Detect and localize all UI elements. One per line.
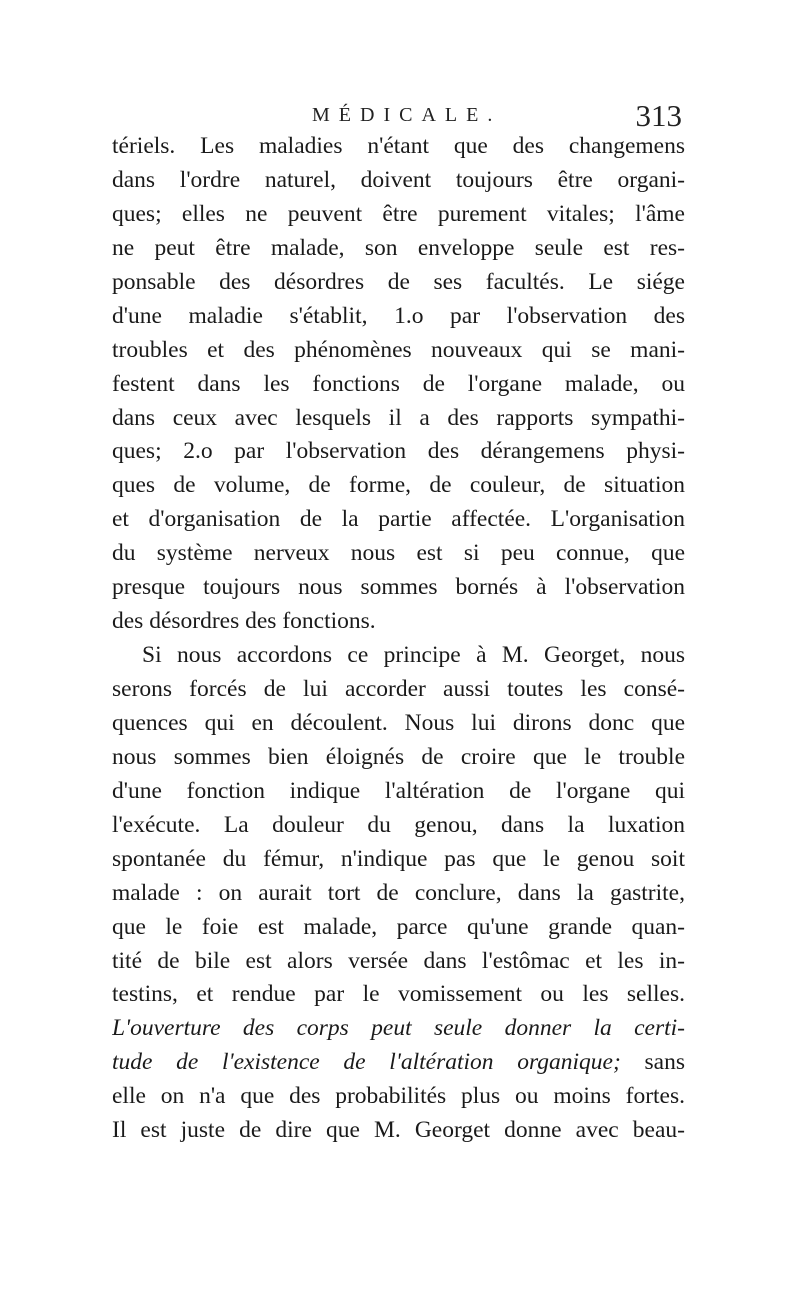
text-line: ques; elles ne peuvent être purement vitales; l'âme xyxy=(112,200,685,227)
text-line: ques de volume, de forme, de couleur, de situation xyxy=(112,472,685,499)
text-line: ques; 2.o par l'observation des dérangemens physi- xyxy=(112,438,685,465)
running-title: MÉDICALE. xyxy=(312,104,502,126)
text-line: ne peut être malade, son enveloppe seule est res- xyxy=(112,234,685,261)
text-line: dans l'ordre naturel, doivent toujours être organi- xyxy=(112,166,685,193)
roman-text: sans xyxy=(620,1049,685,1076)
text-line: quences qui en découlent. Nous lui dirons donc que xyxy=(112,709,685,736)
text-line: que le foie est malade, parce qu'une grande quan- xyxy=(112,913,685,940)
text-line: malade : on aurait tort de conclure, dans la gastrite, xyxy=(112,879,685,906)
text-line: festent dans les fonctions de l'organe malade, ou xyxy=(112,370,685,397)
text-line: elle on n'a que des probabilités plus ou moins fortes. xyxy=(112,1083,685,1110)
body-text xyxy=(112,130,685,1148)
text-line: l'exécute. La douleur du genou, dans la luxation xyxy=(112,811,685,838)
text-line: ponsable des désordres de ses facultés. Le siége xyxy=(112,268,685,295)
text-line: d'une maladie s'établit, 1.o par l'observation des xyxy=(112,302,685,329)
italic-text: tude de l'existence de l'altération organique; xyxy=(112,1049,621,1076)
text-line: et d'organisation de la partie affectée. L'organisation xyxy=(112,506,685,533)
mixed-italic-line xyxy=(112,1046,685,1080)
text-line: d'une fonction indique l'altération de l'organe qui xyxy=(112,777,685,804)
text-line: tériels. Les maladies n'étant que des changemens xyxy=(112,133,685,159)
text-line: presque toujours nous sommes bornés à l'observation xyxy=(112,574,685,601)
text-line: dans ceux avec lesquels il a des rapports sympathi- xyxy=(112,404,685,431)
italic-line xyxy=(112,1012,685,1046)
text-line: du système nerveux nous est si peu connue, que xyxy=(112,540,685,567)
paragraph-end-line: des désordres des fonctions. xyxy=(112,608,376,635)
text-line: nous sommes bien éloignés de croire que le trouble xyxy=(112,743,685,770)
text-line: Il est juste de dire que M. Georget donne avec beau- xyxy=(112,1117,685,1144)
page-number: 313 xyxy=(635,98,682,133)
text-line: testins, et rendue par le vomissement ou les selles. xyxy=(112,981,685,1008)
italic-text: L'ouverture des corps peut seule donner la certi- xyxy=(112,1015,685,1042)
text-line: serons forcés de lui accorder aussi toutes les consé- xyxy=(112,676,685,702)
text-line: tité de bile est alors versée dans l'estômac et les in- xyxy=(112,947,685,974)
text-line: spontanée du fémur, n'indique pas que le genou soit xyxy=(112,845,685,872)
text-line: troubles et des phénomènes nouveaux qui se mani- xyxy=(112,336,685,363)
paragraph-start-line: Si nous accordons ce principe à M. Georget, nous xyxy=(142,642,685,669)
